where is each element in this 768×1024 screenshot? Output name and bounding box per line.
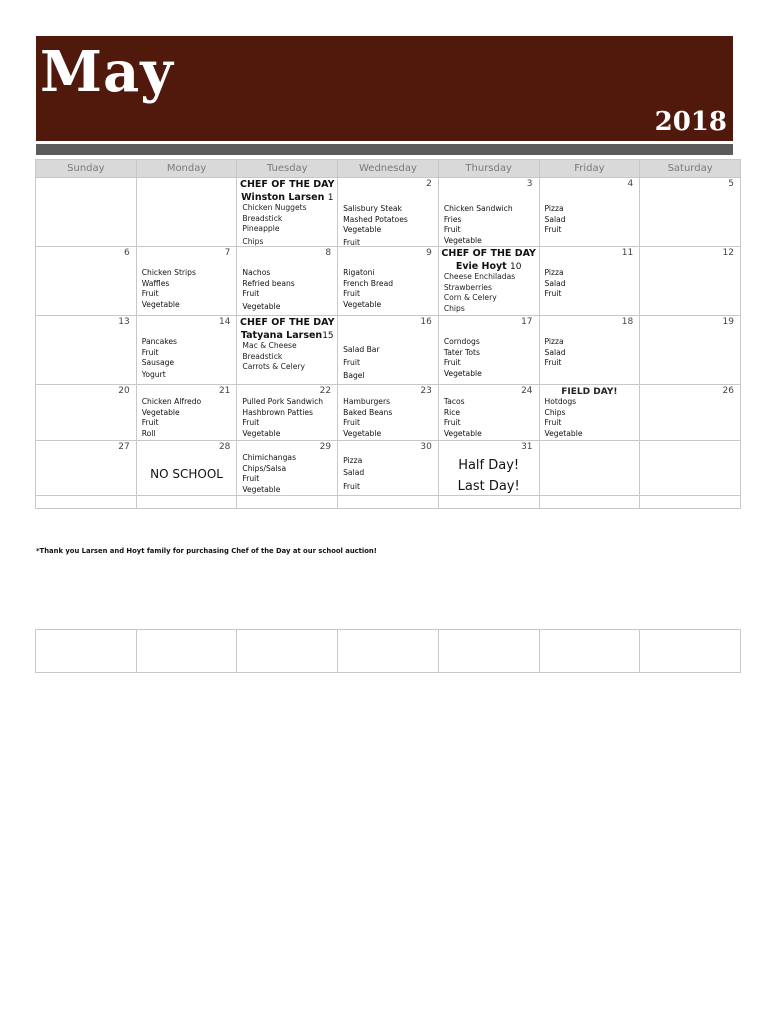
menu-list (545, 204, 566, 236)
menu-list (444, 397, 482, 439)
menu-item: Chicken Strips (141, 268, 196, 277)
day-cell-empty (438, 496, 539, 509)
thank-you-note: *Thank you Larsen and Hoyt family for purchasing Chef of the Day at our school auction! (36, 547, 377, 555)
weekday-tuesday: Tuesday (237, 160, 338, 178)
menu-item: Pizza (343, 456, 363, 465)
day-cell-2 (338, 178, 439, 247)
menu-item: Vegetable (343, 428, 382, 438)
day-number: 6 (123, 248, 130, 258)
day-cell-21 (136, 385, 237, 441)
menu-item: Fruit (544, 225, 562, 235)
chef-name: Winston Larsen (241, 192, 325, 203)
day-cell-11 (539, 247, 640, 316)
menu-item: Hotdogs (544, 397, 577, 406)
menu-list (545, 268, 566, 300)
weekday-monday: Monday (136, 160, 237, 178)
menu-item: Pancakes (141, 337, 177, 346)
day-cell-31 (438, 441, 539, 496)
field-day-title: FIELD DAY! (561, 387, 618, 397)
day-number: 17 (521, 317, 533, 327)
menu-item: Fruit (343, 237, 360, 247)
menu-item: Fruit (242, 474, 260, 484)
menu-item: Mac & Cheese (242, 341, 297, 350)
menu-item: Vegetable (141, 407, 180, 417)
menu-item: Salisbury Steak (343, 204, 402, 213)
menu-item: Pizza (544, 268, 564, 277)
menu-item: Chips (443, 303, 465, 313)
menu-item: Rigatoni (343, 268, 375, 277)
day-cell-30 (338, 441, 439, 496)
menu-item: Waffles (141, 278, 170, 288)
day-number: 21 (218, 386, 231, 396)
menu-list (242, 341, 305, 373)
menu-item: Vegetable (443, 235, 482, 245)
day-number: 30 (420, 442, 432, 452)
menu-list (242, 203, 306, 247)
day-number: 19 (722, 317, 734, 327)
menu-item: Cheese Enchiladas (443, 272, 516, 281)
day-number: 4 (627, 179, 634, 189)
day-number: 14 (218, 317, 231, 327)
day-number: 13 (118, 317, 130, 327)
day-number: 22 (319, 386, 332, 396)
week-row-3 (36, 316, 741, 385)
menu-list (343, 397, 392, 439)
weekday-thursday: Thursday (438, 160, 539, 178)
menu-item: Chicken Nuggets (242, 203, 307, 212)
day-cell-22 (237, 385, 338, 441)
weekday-saturday: Saturday (640, 160, 741, 178)
menu-item: Fruit (242, 418, 260, 428)
day-number: 9 (426, 248, 432, 258)
week-row-6 (36, 496, 741, 509)
day-number: 20 (118, 386, 130, 396)
menu-list (343, 268, 393, 310)
day-cell-10 (438, 247, 539, 316)
day-cell-5 (640, 178, 741, 247)
menu-item: Fruit (443, 225, 461, 235)
menu-item: Sausage (141, 358, 175, 368)
menu-item: Vegetable (242, 301, 281, 311)
day-cell-27 (36, 441, 137, 496)
menu-item: Refried beans (242, 278, 295, 288)
day-cell-13 (36, 316, 137, 385)
year-title: 2018 (654, 107, 727, 137)
day-cell-7 (136, 247, 237, 316)
month-title: May (40, 39, 174, 105)
day-cell-29 (237, 441, 338, 496)
menu-item: Salad Bar (343, 345, 380, 354)
day-cell-14 (136, 316, 237, 385)
day-cell-6 (36, 247, 137, 316)
menu-item: Fruit (544, 418, 562, 428)
menu-item: Fruit (443, 358, 461, 368)
menu-item: Tacos (443, 397, 465, 406)
menu-item: Pineapple (242, 224, 280, 234)
menu-item: Chips (544, 407, 566, 417)
menu-item: Rice (443, 407, 461, 417)
day-cell-24 (438, 385, 539, 441)
weekday-sunday: Sunday (36, 160, 137, 178)
menu-item: Fruit (141, 289, 159, 299)
menu-item: Baked Beans (343, 407, 393, 417)
day-cell-3 (438, 178, 539, 247)
menu-item: Hamburgers (343, 397, 391, 406)
day-cell-8 (237, 247, 338, 316)
chef-name: Evie Hoyt (455, 261, 507, 272)
menu-list (242, 268, 294, 312)
weekday-friday: Friday (539, 160, 640, 178)
menu-item: Vegetable (544, 428, 583, 438)
day-cell-empty (539, 441, 640, 496)
day-number: 26 (722, 386, 734, 396)
day-number: 16 (420, 317, 432, 327)
blank-cell (539, 630, 640, 673)
menu-item: Salad (343, 468, 365, 477)
menu-item: Tater Tots (443, 347, 480, 357)
menu-list (142, 337, 177, 380)
day-number: 5 (728, 179, 734, 189)
calendar-grid (35, 159, 741, 509)
menu-item: Fruit (242, 289, 260, 299)
menu-item: Nachos (242, 268, 271, 277)
day-number: 24 (521, 386, 533, 396)
last-day-label: Last Day! (457, 479, 520, 494)
chef-title: CHEF OF THE DAY (239, 179, 335, 190)
day-number: 28 (218, 442, 231, 452)
menu-item: Fruit (544, 289, 562, 299)
menu-list (142, 268, 196, 310)
menu-list (444, 272, 515, 314)
menu-item: Chicken Alfredo (141, 397, 202, 406)
menu-item: Fruit (544, 358, 562, 368)
menu-item: Fruit (343, 289, 360, 299)
week-row-5 (36, 441, 741, 496)
menu-item: Fruit (141, 418, 159, 428)
menu-item: Vegetable (443, 428, 482, 438)
menu-list (343, 455, 364, 493)
menu-item: Vegetable (443, 368, 482, 378)
menu-item: Pulled Pork Sandwich (242, 397, 324, 406)
day-cell-23 (338, 385, 439, 441)
day-number: 8 (325, 248, 332, 258)
chef-of-the-day (237, 178, 337, 205)
menu-item: Yogurt (141, 369, 166, 379)
menu-item: Salad (544, 278, 566, 288)
week-row-2 (36, 247, 741, 316)
week-row-4 (36, 385, 741, 441)
day-number: 31 (521, 442, 533, 452)
menu-list (142, 397, 202, 439)
menu-item: Chicken Sandwich (443, 204, 513, 213)
day-number: 27 (118, 442, 130, 452)
day-number: 12 (722, 248, 734, 258)
menu-item: Breadstick (242, 213, 283, 223)
day-cell-28 (136, 441, 237, 496)
menu-list (545, 397, 583, 439)
day-cell-17 (438, 316, 539, 385)
day-cell-18 (539, 316, 640, 385)
day-cell-empty (136, 178, 237, 247)
day-cell-26 (640, 385, 741, 441)
day-cell-empty (338, 496, 439, 509)
day-number: 2 (426, 179, 432, 189)
weekday-header-row (36, 160, 741, 178)
menu-item: Fries (443, 214, 462, 224)
day-cell-20 (36, 385, 137, 441)
menu-item: Vegetable (242, 484, 281, 494)
menu-item: Pizza (544, 204, 564, 213)
chef-title: CHEF OF THE DAY (441, 248, 536, 259)
chef-of-the-day (237, 316, 337, 343)
day-cell-25 (539, 385, 640, 441)
day-cell-empty (640, 496, 741, 509)
menu-item: Corn & Celery (443, 293, 497, 303)
day-number: 7 (224, 248, 231, 258)
menu-item: Corndogs (443, 337, 480, 346)
no-school-label: NO SCHOOL (150, 467, 223, 481)
menu-item: Fruit (343, 358, 360, 367)
day-cell-empty (237, 496, 338, 509)
chef-title: CHEF OF THE DAY (239, 317, 335, 328)
menu-list (343, 204, 408, 248)
menu-item: Fruit (141, 347, 159, 357)
menu-item: Pizza (544, 337, 564, 346)
blank-cell (36, 630, 137, 673)
menu-item: Salad (544, 347, 566, 357)
chef-name: Tatyana Larsen (240, 330, 323, 341)
blank-notes-row (35, 629, 741, 673)
blank-cell (640, 630, 741, 673)
day-number: 18 (621, 317, 634, 327)
menu-list (545, 337, 566, 369)
menu-list (343, 343, 379, 382)
menu-list (444, 337, 482, 379)
menu-item: Chips (242, 236, 264, 246)
blank-cell (136, 630, 237, 673)
week-row-1 (36, 178, 741, 247)
menu-item: Hashbrown Patties (242, 407, 313, 417)
day-number: 10 (510, 262, 522, 272)
last-day-notice (439, 455, 539, 497)
menu-item: French Bread (343, 278, 394, 288)
menu-list (242, 453, 296, 495)
day-number: 11 (621, 248, 634, 258)
day-cell-16 (338, 316, 439, 385)
day-cell-empty (136, 496, 237, 509)
menu-item: Vegetable (242, 428, 281, 438)
day-cell-12 (640, 247, 741, 316)
menu-item: Mashed Potatoes (343, 214, 408, 224)
day-cell-empty (36, 178, 137, 247)
day-cell-empty (539, 496, 640, 509)
menu-item: Bagel (343, 371, 365, 380)
blank-cell (237, 630, 338, 673)
day-number: 23 (420, 386, 432, 396)
menu-item: Chips/Salsa (242, 463, 287, 473)
day-cell-1 (237, 178, 338, 247)
day-cell-19 (640, 316, 741, 385)
weekday-wednesday: Wednesday (338, 160, 439, 178)
day-cell-empty (36, 496, 137, 509)
header-divider-bar (36, 144, 733, 155)
chef-of-the-day (439, 247, 539, 274)
day-number: 1 (327, 193, 334, 203)
menu-item: Fruit (443, 418, 461, 428)
menu-item: Chimichangas (242, 453, 297, 462)
menu-item: Breadstick (242, 351, 283, 361)
blank-cell (438, 630, 539, 673)
menu-item: Vegetable (343, 299, 382, 309)
menu-item: Carrots & Celery (242, 362, 306, 372)
day-cell-empty (640, 441, 741, 496)
menu-item: Strawberries (443, 282, 492, 292)
menu-list (242, 397, 323, 439)
blank-cell (338, 630, 439, 673)
menu-item: Roll (141, 428, 156, 438)
menu-item: Vegetable (343, 225, 382, 235)
day-number: 15 (322, 331, 334, 341)
menu-item: Fruit (343, 482, 360, 491)
month-banner (36, 36, 733, 141)
day-number: 3 (526, 179, 533, 189)
day-cell-9 (338, 247, 439, 316)
day-cell-4 (539, 178, 640, 247)
half-day-label: Half Day! (458, 458, 520, 473)
menu-item: Vegetable (141, 299, 180, 309)
menu-item: Fruit (343, 418, 360, 428)
menu-item: Salad (544, 214, 566, 224)
day-number: 29 (319, 442, 332, 452)
day-cell-15 (237, 316, 338, 385)
menu-list (444, 204, 513, 246)
